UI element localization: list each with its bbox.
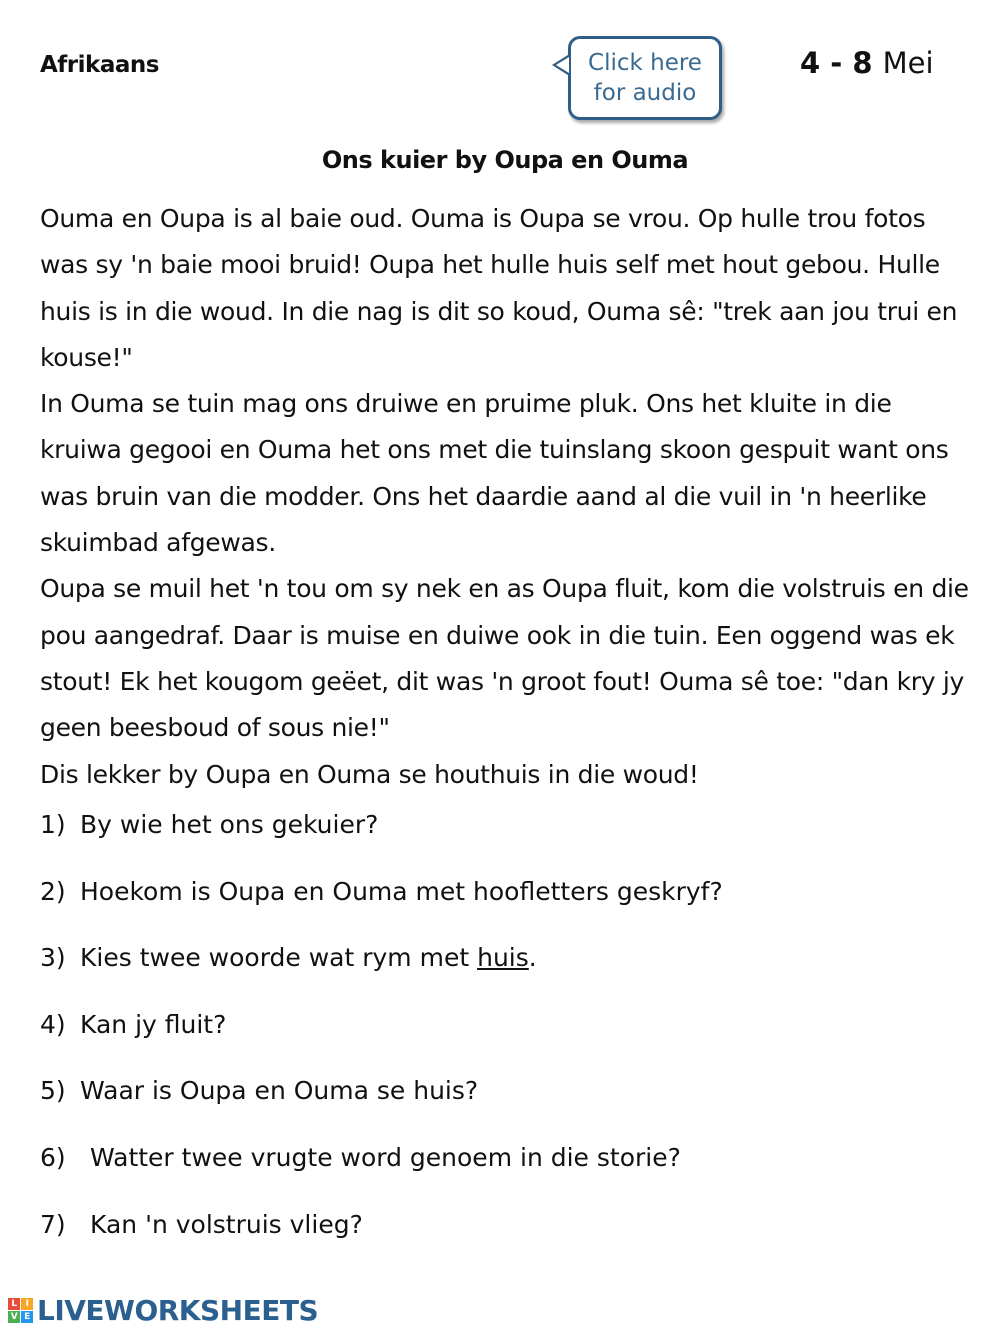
question-text: By wie het ons gekuier? <box>80 810 379 839</box>
question-text: Kan 'n volstruis vlieg? <box>90 1209 363 1239</box>
question-text <box>80 943 537 972</box>
question-text-after: . <box>528 943 537 973</box>
logo-mark-letter: V <box>8 1311 20 1323</box>
date-month: Mei <box>882 46 934 80</box>
question-number: 5) <box>40 1076 66 1106</box>
question-number: 7) <box>40 1209 66 1239</box>
question-item <box>40 1010 970 1077</box>
story-paragraph: Oupa se muil het 'n tou om sy nek en as Oupa fluit, kom die volstruis en die pou aangedraf. Daar is muise en duiwe ook in die tuin. Een oggend was ek stout! Ek het kougom geëet, dit was 'n groot fout! Ouma sê toe: "dan kry jy geen beesboud of sous nie!" <box>40 574 969 743</box>
question-number: 4) <box>40 1009 66 1039</box>
question-number: 3) <box>40 943 66 973</box>
question-text: Waar is Oupa en Ouma se huis? <box>80 1076 479 1106</box>
question-item <box>40 1143 970 1210</box>
question-number: 1) <box>40 810 66 839</box>
question-number: 6) <box>40 1142 66 1172</box>
question-text: Kan jy fluit? <box>80 1009 227 1039</box>
story-paragraph: Ouma en Oupa is al baie oud. Ouma is Oupa se vrou. Op hulle trou fotos was sy 'n baie mooi bruid! Oupa het hulle huis self met hout gebou. Hulle huis is in die woud. In die nag is dit so koud, Ouma sê: "trek aan jou trui en kouse!" <box>40 204 958 372</box>
story-paragraph: In Ouma se tuin mag ons druiwe en pruime pluk. Ons het kluite in die kruiwa gegooi en Ouma het ons met die tuinslang skoon gespuit want ons was bruin van die modder. Ons het daardie aand al die vuil in 'n heerlike skuimbad afgewas. <box>40 389 949 558</box>
logo-mark-letter: E <box>21 1311 33 1323</box>
audio-button[interactable] <box>568 36 722 120</box>
question-item <box>40 1076 970 1143</box>
question-number: 2) <box>40 876 66 906</box>
question-item <box>40 810 970 877</box>
logo-mark-letter: L <box>8 1298 20 1310</box>
question-text: Hoekom is Oupa en Ouma met hoofletters geskryf? <box>80 876 723 906</box>
date-range: 4 - 8 <box>800 46 873 80</box>
question-item <box>40 1210 970 1277</box>
question-text-before: Kies twee woorde wat rym met <box>80 943 478 973</box>
question-list <box>40 810 970 1276</box>
page-title: Ons kuier by Oupa en Ouma <box>321 146 689 174</box>
audio-button-line2: for audio <box>593 80 697 106</box>
date <box>800 46 934 80</box>
liveworksheets-logo[interactable] <box>8 1294 318 1327</box>
question-text: Watter twee vrugte word genoem in die storie? <box>90 1142 681 1172</box>
logo-text: LIVEWORKSHEETS <box>37 1294 319 1327</box>
speech-bubble-tail-icon <box>552 53 571 77</box>
story-paragraph: Dis lekker by Oupa en Ouma se houthuis in die woud! <box>40 759 699 789</box>
liveworksheets-mark-icon <box>8 1298 33 1323</box>
question-item <box>40 943 970 1010</box>
question-item <box>40 877 970 944</box>
logo-mark-letter: I <box>21 1298 33 1310</box>
story-text <box>40 196 970 798</box>
audio-button-line1: Click here <box>588 50 702 76</box>
question-underlined-word: huis <box>477 943 529 973</box>
subject-label: Afrikaans <box>40 52 159 78</box>
